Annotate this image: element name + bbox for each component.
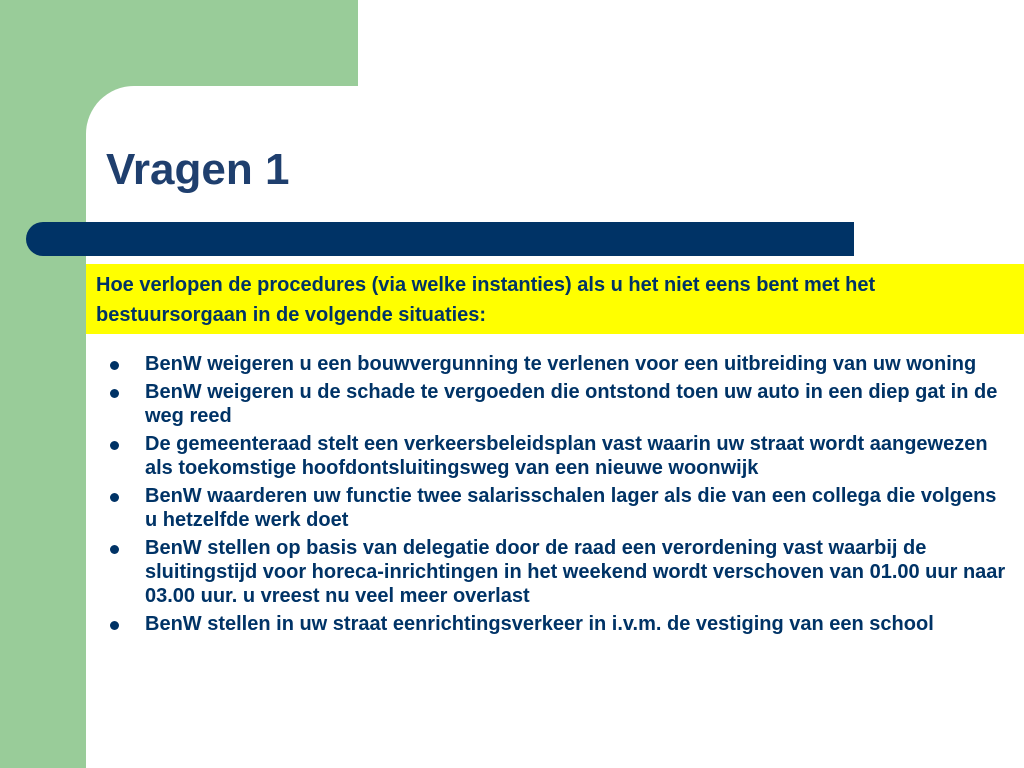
question-box bbox=[86, 264, 1024, 334]
bullet-text: BenW weigeren u de schade te vergoeden die ontstond toen uw auto in een diep gat in de weg reed bbox=[145, 381, 998, 427]
bullet-text: BenW weigeren u een bouwvergunning te verlenen voor een uitbreiding van uw woning bbox=[145, 353, 977, 375]
title-underline-bar bbox=[26, 222, 854, 256]
bullet-icon bbox=[110, 545, 119, 554]
bullet-text: BenW waarderen uw functie twee salarisschalen lager als die van een collega die volgens u hetzelfde werk doet bbox=[145, 485, 997, 531]
bullet-item bbox=[106, 612, 1006, 636]
bullet-list bbox=[106, 352, 1006, 640]
bullet-item bbox=[106, 484, 1006, 532]
bullet-icon bbox=[110, 361, 119, 370]
bullet-item bbox=[106, 536, 1006, 608]
bullet-text: BenW stellen in uw straat eenrichtingsverkeer in i.v.m. de vestiging van een school bbox=[145, 613, 934, 635]
bullet-text: BenW stellen op basis van delegatie door de raad een verordening vast waarbij de sluitingstijd voor horeca-inrichtingen in het weekend wordt verschoven van 01.00 uur naar 03.00 uur. u vreest nu veel meer overlast bbox=[145, 537, 1006, 607]
bullet-item bbox=[106, 432, 1006, 480]
slide-title: Vragen 1 bbox=[106, 145, 290, 194]
bullet-icon bbox=[110, 621, 119, 630]
question-text: Hoe verlopen de procedures (via welke instanties) als u het niet eens bent met het bestuursorgaan in de volgende situaties: bbox=[96, 274, 876, 326]
bullet-icon bbox=[110, 441, 119, 450]
bullet-text: De gemeenteraad stelt een verkeersbeleidsplan vast waarin uw straat wordt aangewezen als toekomstige hoofdontsluitingsweg van een nieuwe woonwijk bbox=[145, 433, 988, 479]
bullet-item bbox=[106, 380, 1006, 428]
bullet-icon bbox=[110, 389, 119, 398]
bullet-item bbox=[106, 352, 1006, 376]
bullet-icon bbox=[110, 493, 119, 502]
